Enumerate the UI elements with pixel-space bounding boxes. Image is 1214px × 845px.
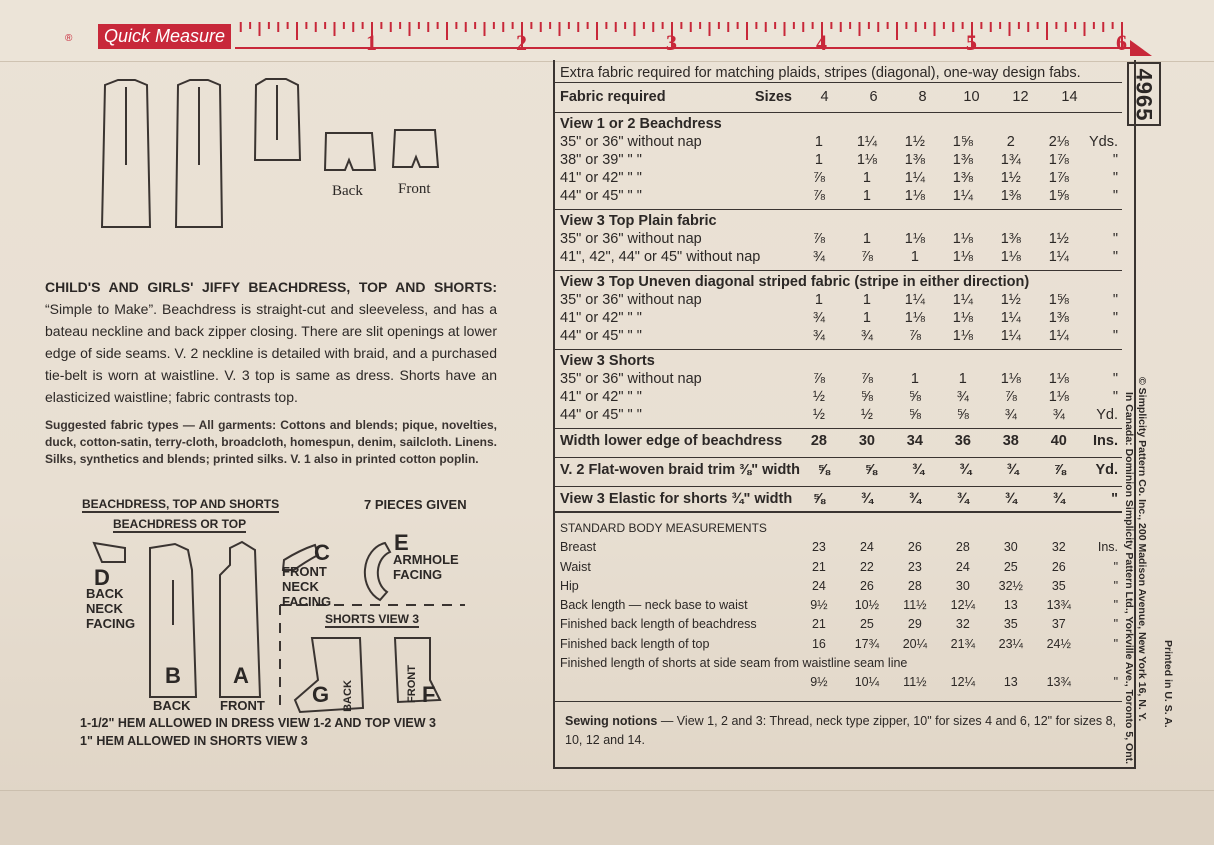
section-title-text: View 1 or 2 Beachdress <box>560 116 722 132</box>
value-cell: 17¾ <box>854 636 880 651</box>
section-title-text: View 3 Top Plain fabric <box>560 213 717 229</box>
hem-note-dress: 1-1/2" HEM ALLOWED IN DRESS VIEW 1-2 AND TOP VIEW 3 <box>80 716 436 730</box>
row-label: 41", 42", 44" or 45" without nap <box>560 249 761 265</box>
row-label: 35" or 36" without nap <box>560 231 702 247</box>
value-cell: ½ <box>860 407 873 423</box>
value-cell: 36 <box>954 433 971 449</box>
value-cell: ¾ <box>1004 407 1017 423</box>
pattern-title: CHILD'S AND GIRLS' JIFFY BEACHDRESS, TOP AND SHORTS: <box>45 279 497 295</box>
body-measurement-row <box>555 635 1122 654</box>
pattern-number: 4965 <box>1131 68 1157 122</box>
body-measurement-row <box>555 596 1122 615</box>
value-cell: 1⅜ <box>1000 231 1021 247</box>
value-cell: ⅞ <box>908 328 921 344</box>
unit-cell: " <box>1112 389 1118 405</box>
unit-cell: " <box>1111 491 1118 507</box>
extra-requirement <box>555 457 1122 482</box>
value-cell: 1⅜ <box>1048 310 1069 326</box>
value-cell: ⅝ <box>956 407 969 423</box>
unit-cell: " <box>1113 559 1118 574</box>
shorts-front-caption: Front <box>398 181 431 197</box>
value-cell: 2 <box>1006 134 1015 150</box>
yardage-section <box>555 270 1122 345</box>
row-label: 44" or 45" " " <box>560 328 642 344</box>
piece-a-label: FRONT <box>220 698 265 713</box>
value-cell: 13¾ <box>1046 675 1071 690</box>
value-cell: 1⅛ <box>952 249 973 265</box>
canada-address-line: In Canada: Dominion Simplicity Pattern Ltd., Yorkville Ave., Toronto 5, Ont. <box>1123 392 1135 765</box>
piece-e-label: ARMHOLE FACING <box>393 552 459 582</box>
body-measurements <box>555 511 1122 693</box>
value-cell: 1¼ <box>1000 328 1021 344</box>
pieces-heading: BEACHDRESS, TOP AND SHORTS <box>82 497 280 511</box>
piece-d-label: BACK NECK FACING <box>86 586 136 631</box>
value-cell: 1 <box>862 170 871 186</box>
unit-cell: Yd. <box>1096 407 1118 423</box>
value-cell: 1½ <box>1000 170 1021 186</box>
value-cell: 22 <box>859 559 874 574</box>
garment-illustrations <box>90 75 470 240</box>
value-cell: 21 <box>811 617 826 632</box>
row-label: 41" or 42" " " <box>560 170 642 186</box>
value-cell: 1⅛ <box>952 310 973 326</box>
body-measurement-row <box>555 538 1122 557</box>
unit-cell: " <box>1113 675 1118 690</box>
row-label: View 3 Elastic for shorts ¾" width <box>560 491 793 507</box>
value-cell: ¾ <box>912 462 925 478</box>
value-cell: 1⅛ <box>1000 371 1021 387</box>
value-cell: 24 <box>859 540 874 555</box>
copyright-line: © Simplicity Pattern Co. Inc., 200 Madison Avenue, New York 16, N. Y. <box>1136 377 1148 722</box>
piece-d-shape <box>94 543 125 562</box>
value-cell: 28 <box>810 433 827 449</box>
value-cell: 16 <box>811 636 826 651</box>
value-cell: 1 <box>814 152 823 168</box>
value-cell: 23 <box>907 559 922 574</box>
value-cell: ½ <box>812 407 825 423</box>
unit-cell: " <box>1112 231 1118 247</box>
ruler-inch-label: 1 <box>366 30 377 55</box>
value-cell: 1⅞ <box>1048 152 1069 168</box>
value-cell: ¾ <box>860 491 873 507</box>
value-cell: 1⅜ <box>952 170 973 186</box>
registered-mark: ® <box>65 33 73 44</box>
value-cell: 1¼ <box>856 134 877 150</box>
beachdress-view-2-drawing <box>176 80 222 227</box>
value-cell: ⅝ <box>908 407 921 423</box>
unit-cell: " <box>1112 249 1118 265</box>
body-measurement-row <box>555 615 1122 634</box>
value-cell: 24½ <box>1046 636 1071 651</box>
value-cell: 13 <box>1003 675 1018 690</box>
extra-requirement <box>555 486 1122 511</box>
value-cell: 1⅛ <box>952 328 973 344</box>
value-cell: 24 <box>811 578 826 593</box>
value-cell: ¾ <box>959 462 972 478</box>
value-cell: 1 <box>862 231 871 247</box>
value-cell: 35 <box>1003 617 1018 632</box>
ruler-inch-label: 3 <box>666 30 677 55</box>
size-column-header: 10 <box>963 89 980 105</box>
value-cell: 1⅜ <box>904 152 925 168</box>
shorts-length-label-row: Finished length of shorts at side seam from waistline seam line <box>560 656 908 671</box>
row-label: 35" or 36" without nap <box>560 292 702 308</box>
section-title-text: View 3 Top Uneven diagonal striped fabric (stripe in either direction) <box>560 274 1030 290</box>
unit-cell: " <box>1112 310 1118 326</box>
value-cell: 1⅝ <box>1048 188 1069 204</box>
row-label: 44" or 45" " " <box>560 188 642 204</box>
shorts-front-drawing <box>393 130 438 167</box>
value-cell: ½ <box>812 389 825 405</box>
section-title <box>555 115 1122 133</box>
value-cell: 1⅛ <box>1000 249 1021 265</box>
yardage-row <box>555 406 1122 424</box>
section-title <box>555 212 1122 230</box>
value-cell: 24 <box>955 559 970 574</box>
value-cell: 1⅝ <box>952 134 973 150</box>
unit-cell: " <box>1113 598 1118 613</box>
value-cell: 1 <box>862 310 871 326</box>
value-cell: 25 <box>859 617 874 632</box>
shorts-back-caption: Back <box>332 183 363 199</box>
pieces-count: 7 PIECES GIVEN <box>364 497 467 512</box>
pattern-description-body: “Simple to Make”. Beachdress is straight-cut and sleeveless, and has a bateau neckline and back zipper closing. There are slit openings at lower edge of side seams. V. 2 neckline is detailed with braid, and a purchased tie-belt is worn at waistline. V. 3 top is same as dress. Shorts have an elasticized waistline; fabric contrasts top. <box>45 301 497 405</box>
value-cell: ⅞ <box>812 170 825 186</box>
value-cell: 30 <box>858 433 875 449</box>
value-cell: 1¼ <box>952 292 973 308</box>
value-cell: ⅝ <box>817 462 830 478</box>
value-cell: 1⅞ <box>1048 170 1069 186</box>
row-label: Finished back length of top <box>560 636 710 651</box>
yardage-section <box>555 349 1122 424</box>
value-cell: 9½ <box>810 675 828 690</box>
yardage-section <box>555 112 1122 205</box>
value-cell: 28 <box>907 578 922 593</box>
value-cell: 13 <box>1003 598 1018 613</box>
section-title <box>555 273 1122 291</box>
value-cell: ⅞ <box>812 231 825 247</box>
pattern-description <box>45 276 497 408</box>
value-cell: 23 <box>811 540 826 555</box>
envelope-bottom-edge <box>0 790 1214 845</box>
piece-d-letter: D <box>94 565 110 590</box>
value-cell: 30 <box>1003 540 1018 555</box>
value-cell: 1¼ <box>904 292 925 308</box>
unit-cell: " <box>1113 617 1118 632</box>
unit-cell: " <box>1112 188 1118 204</box>
ruler-end-arrow <box>1130 40 1152 56</box>
value-cell: 1 <box>958 371 967 387</box>
body-measurements-title: STANDARD BODY MEASUREMENTS <box>560 521 767 535</box>
size-column-header: 14 <box>1061 89 1078 105</box>
value-cell: 1 <box>862 292 871 308</box>
piece-c-letter: C <box>314 540 330 565</box>
value-cell: ¾ <box>1004 491 1017 507</box>
value-cell: 32 <box>955 617 970 632</box>
unit-cell: " <box>1113 578 1118 593</box>
value-cell: 2⅛ <box>1048 134 1069 150</box>
value-cell: ¾ <box>1052 407 1065 423</box>
value-cell: ⅞ <box>860 249 873 265</box>
value-cell: 1 <box>814 292 823 308</box>
value-cell: ¾ <box>812 328 825 344</box>
value-cell: 1½ <box>1048 231 1069 247</box>
value-cell: 1¼ <box>1000 310 1021 326</box>
value-cell: 11½ <box>903 675 927 690</box>
size-column-header: 4 <box>820 89 829 105</box>
value-cell: ¾ <box>1006 462 1019 478</box>
value-cell: 23¼ <box>998 636 1023 651</box>
value-cell: ⅞ <box>860 371 873 387</box>
row-label: Waist <box>560 559 591 574</box>
piece-b-letter: B <box>165 663 181 688</box>
value-cell: 1 <box>910 371 919 387</box>
value-cell: 1¼ <box>952 188 973 204</box>
yardage-row <box>555 327 1122 345</box>
value-cell: ¾ <box>812 310 825 326</box>
unit-cell: " <box>1113 636 1118 651</box>
value-cell: 40 <box>1050 433 1067 449</box>
piece-a-letter: A <box>233 663 249 688</box>
value-cell: 1½ <box>904 134 925 150</box>
yardage-row <box>555 291 1122 309</box>
measuring-ruler <box>0 18 1214 58</box>
suggested-fabrics-body: — All garments: Cottons and blends; pique, novelties, duck, cotton-satin, terry-cloth, broadcloth, homespun, denim, sailcloth. Linens. Silks, synthetics and blends; printed silks. V. 1 also in printed cotton poplin. <box>45 418 497 466</box>
value-cell: 25 <box>1003 559 1018 574</box>
value-cell: 34 <box>906 433 923 449</box>
yardage-row <box>555 309 1122 327</box>
value-cell: 1 <box>862 188 871 204</box>
value-cell: 1⅛ <box>904 310 925 326</box>
unit-cell: Yd. <box>1095 462 1118 478</box>
row-label: Back length — neck base to waist <box>560 598 748 613</box>
unit-cell: Yds. <box>1088 134 1118 150</box>
extra-row <box>555 461 1122 479</box>
yardage-row <box>555 187 1122 205</box>
row-label: 35" or 36" without nap <box>560 134 702 150</box>
piece-c-label: FRONT NECK FACING <box>282 564 332 609</box>
row-label: 38" or 39" " " <box>560 152 642 168</box>
yardage-row <box>555 230 1122 248</box>
quick-measure-label: Quick Measure <box>98 24 231 49</box>
sewing-notions-body: — View 1, 2 and 3: Thread, neck type zipper, 10" for sizes 4 and 6, 12" for sizes 8, 10, 12 and 14. <box>565 713 1117 747</box>
shorts-back-drawing <box>325 133 375 170</box>
unit-cell: " <box>1112 292 1118 308</box>
unit-cell: " <box>1112 152 1118 168</box>
piece-e-letter: E <box>394 530 409 555</box>
value-cell: 26 <box>859 578 874 593</box>
ruler-inch-label: 4 <box>816 30 827 55</box>
body-measurement-row <box>555 558 1122 577</box>
ruler-inch-label: 2 <box>516 30 527 55</box>
unit-cell: " <box>1112 328 1118 344</box>
row-label <box>555 673 795 692</box>
value-cell: 1⅝ <box>1048 292 1069 308</box>
value-cell: 1¼ <box>904 170 925 186</box>
value-cell: ¾ <box>956 389 969 405</box>
row-label: 41" or 42" " " <box>560 389 642 405</box>
value-cell: ⅞ <box>812 371 825 387</box>
pieces-subheading: BEACHDRESS OR TOP <box>113 517 247 531</box>
shorts-heading: SHORTS VIEW 3 <box>325 612 420 626</box>
value-cell: ⅞ <box>812 188 825 204</box>
sewing-notions-title: Sewing notions <box>565 713 658 728</box>
piece-g-letter: G <box>312 682 330 707</box>
row-label: Breast <box>560 540 597 555</box>
value-cell: ⅝ <box>860 389 873 405</box>
value-cell: 28 <box>955 540 970 555</box>
value-cell: 1⅜ <box>1000 188 1021 204</box>
value-cell: ⅞ <box>1004 389 1017 405</box>
ruler-inch-label: 5 <box>966 30 977 55</box>
unit-cell: " <box>1112 371 1118 387</box>
row-label: 41" or 42" " " <box>560 310 642 326</box>
row-label: Hip <box>560 578 579 593</box>
value-cell: 1⅛ <box>904 231 925 247</box>
value-cell: 20¼ <box>902 636 928 651</box>
suggested-fabrics-title: Suggested fabric types <box>45 418 179 432</box>
shorts-length-row <box>555 673 1122 692</box>
yardage-row <box>555 169 1122 187</box>
value-cell: 1¾ <box>1000 152 1021 168</box>
sewing-notions <box>555 701 1122 750</box>
value-cell: 1¼ <box>1048 328 1069 344</box>
value-cell: 1⅛ <box>856 152 877 168</box>
value-cell: 21 <box>811 559 826 574</box>
value-cell: 1⅛ <box>1048 371 1069 387</box>
value-cell: ⅝ <box>812 491 825 507</box>
value-cell: 1 <box>814 134 823 150</box>
row-label: 44" or 45" " " <box>560 407 642 423</box>
section-title <box>555 352 1122 370</box>
yardage-row <box>555 370 1122 388</box>
piece-b-label: BACK <box>153 698 191 713</box>
value-cell: 29 <box>907 617 922 632</box>
value-cell: 37 <box>1051 617 1066 632</box>
unit-cell: " <box>1112 170 1118 186</box>
ruler-inch-label: 6 <box>1116 30 1127 55</box>
value-cell: 1½ <box>1000 292 1021 308</box>
value-cell: ⅞ <box>1053 462 1066 478</box>
value-cell: 1 <box>910 249 919 265</box>
row-label: V. 2 Flat-woven braid trim ⅜" width <box>560 462 800 478</box>
row-label: 35" or 36" without nap <box>560 371 702 387</box>
hem-note-shorts: 1" HEM ALLOWED IN SHORTS VIEW 3 <box>80 734 308 748</box>
value-cell: 13¾ <box>1046 598 1071 613</box>
value-cell: 26 <box>907 540 922 555</box>
suggested-fabrics <box>45 417 497 468</box>
value-cell: 12¼ <box>950 598 976 613</box>
value-cell: 26 <box>1051 559 1066 574</box>
yardage-row <box>555 388 1122 406</box>
extra-fabric-note: Extra fabric required for matching plaids, stripes (diagonal), one-way design fabs. <box>555 63 1122 83</box>
value-cell: ⅝ <box>908 389 921 405</box>
value-cell: 32 <box>1051 540 1066 555</box>
value-cell: 38 <box>1002 433 1019 449</box>
value-cell: 32½ <box>998 578 1023 593</box>
piece-e-shape <box>365 543 390 600</box>
piece-f-letter: F <box>422 682 436 707</box>
body-measurement-row <box>555 577 1122 596</box>
value-cell: 12¼ <box>950 675 976 690</box>
yardage-section <box>555 209 1122 266</box>
beachdress-view-1-drawing <box>102 80 150 227</box>
value-cell: ¾ <box>812 249 825 265</box>
fabric-required-label: Fabric required <box>560 89 666 105</box>
value-cell: 1⅜ <box>952 152 973 168</box>
size-column-header: 8 <box>918 89 927 105</box>
value-cell: 35 <box>1051 578 1066 593</box>
unit-cell: Ins. <box>1093 433 1118 449</box>
size-column-header: 6 <box>869 89 878 105</box>
unit-cell: Ins. <box>1097 540 1118 555</box>
value-cell: ¾ <box>908 491 921 507</box>
value-cell: 30 <box>955 578 970 593</box>
yardage-row <box>555 151 1122 169</box>
value-cell: 1⅛ <box>904 188 925 204</box>
printed-in-usa: Printed in U. S. A. <box>1162 640 1174 728</box>
value-cell: ¾ <box>956 491 969 507</box>
row-label: Finished back length of beachdress <box>560 617 757 632</box>
section-title-text: View 3 Shorts <box>560 353 655 369</box>
value-cell: ¾ <box>1052 491 1065 507</box>
extra-requirement <box>555 428 1122 453</box>
row-label: Width lower edge of beachdress <box>560 433 783 449</box>
value-cell: 21¾ <box>950 636 976 651</box>
value-cell: 1⅛ <box>1048 389 1069 405</box>
value-cell: 1¼ <box>1048 249 1069 265</box>
size-column-header: 12 <box>1012 89 1029 105</box>
value-cell: 11½ <box>903 598 927 613</box>
value-cell: 10¼ <box>854 675 880 690</box>
piece-f-label: FRONT <box>405 665 418 703</box>
value-cell: 9½ <box>810 598 828 613</box>
value-cell: 10½ <box>854 598 880 613</box>
extra-row <box>555 432 1122 450</box>
yardage-chart <box>553 60 1136 769</box>
yardage-row <box>555 133 1122 151</box>
yardage-row <box>555 248 1122 266</box>
value-cell: ¾ <box>860 328 873 344</box>
value-cell: ⅝ <box>864 462 877 478</box>
sizes-header-row <box>555 86 1122 108</box>
extra-row <box>555 490 1122 508</box>
value-cell: 1⅛ <box>952 231 973 247</box>
piece-g-label: BACK <box>341 680 354 712</box>
sizes-label: Sizes <box>754 89 792 105</box>
top-view-3-drawing <box>255 79 300 160</box>
